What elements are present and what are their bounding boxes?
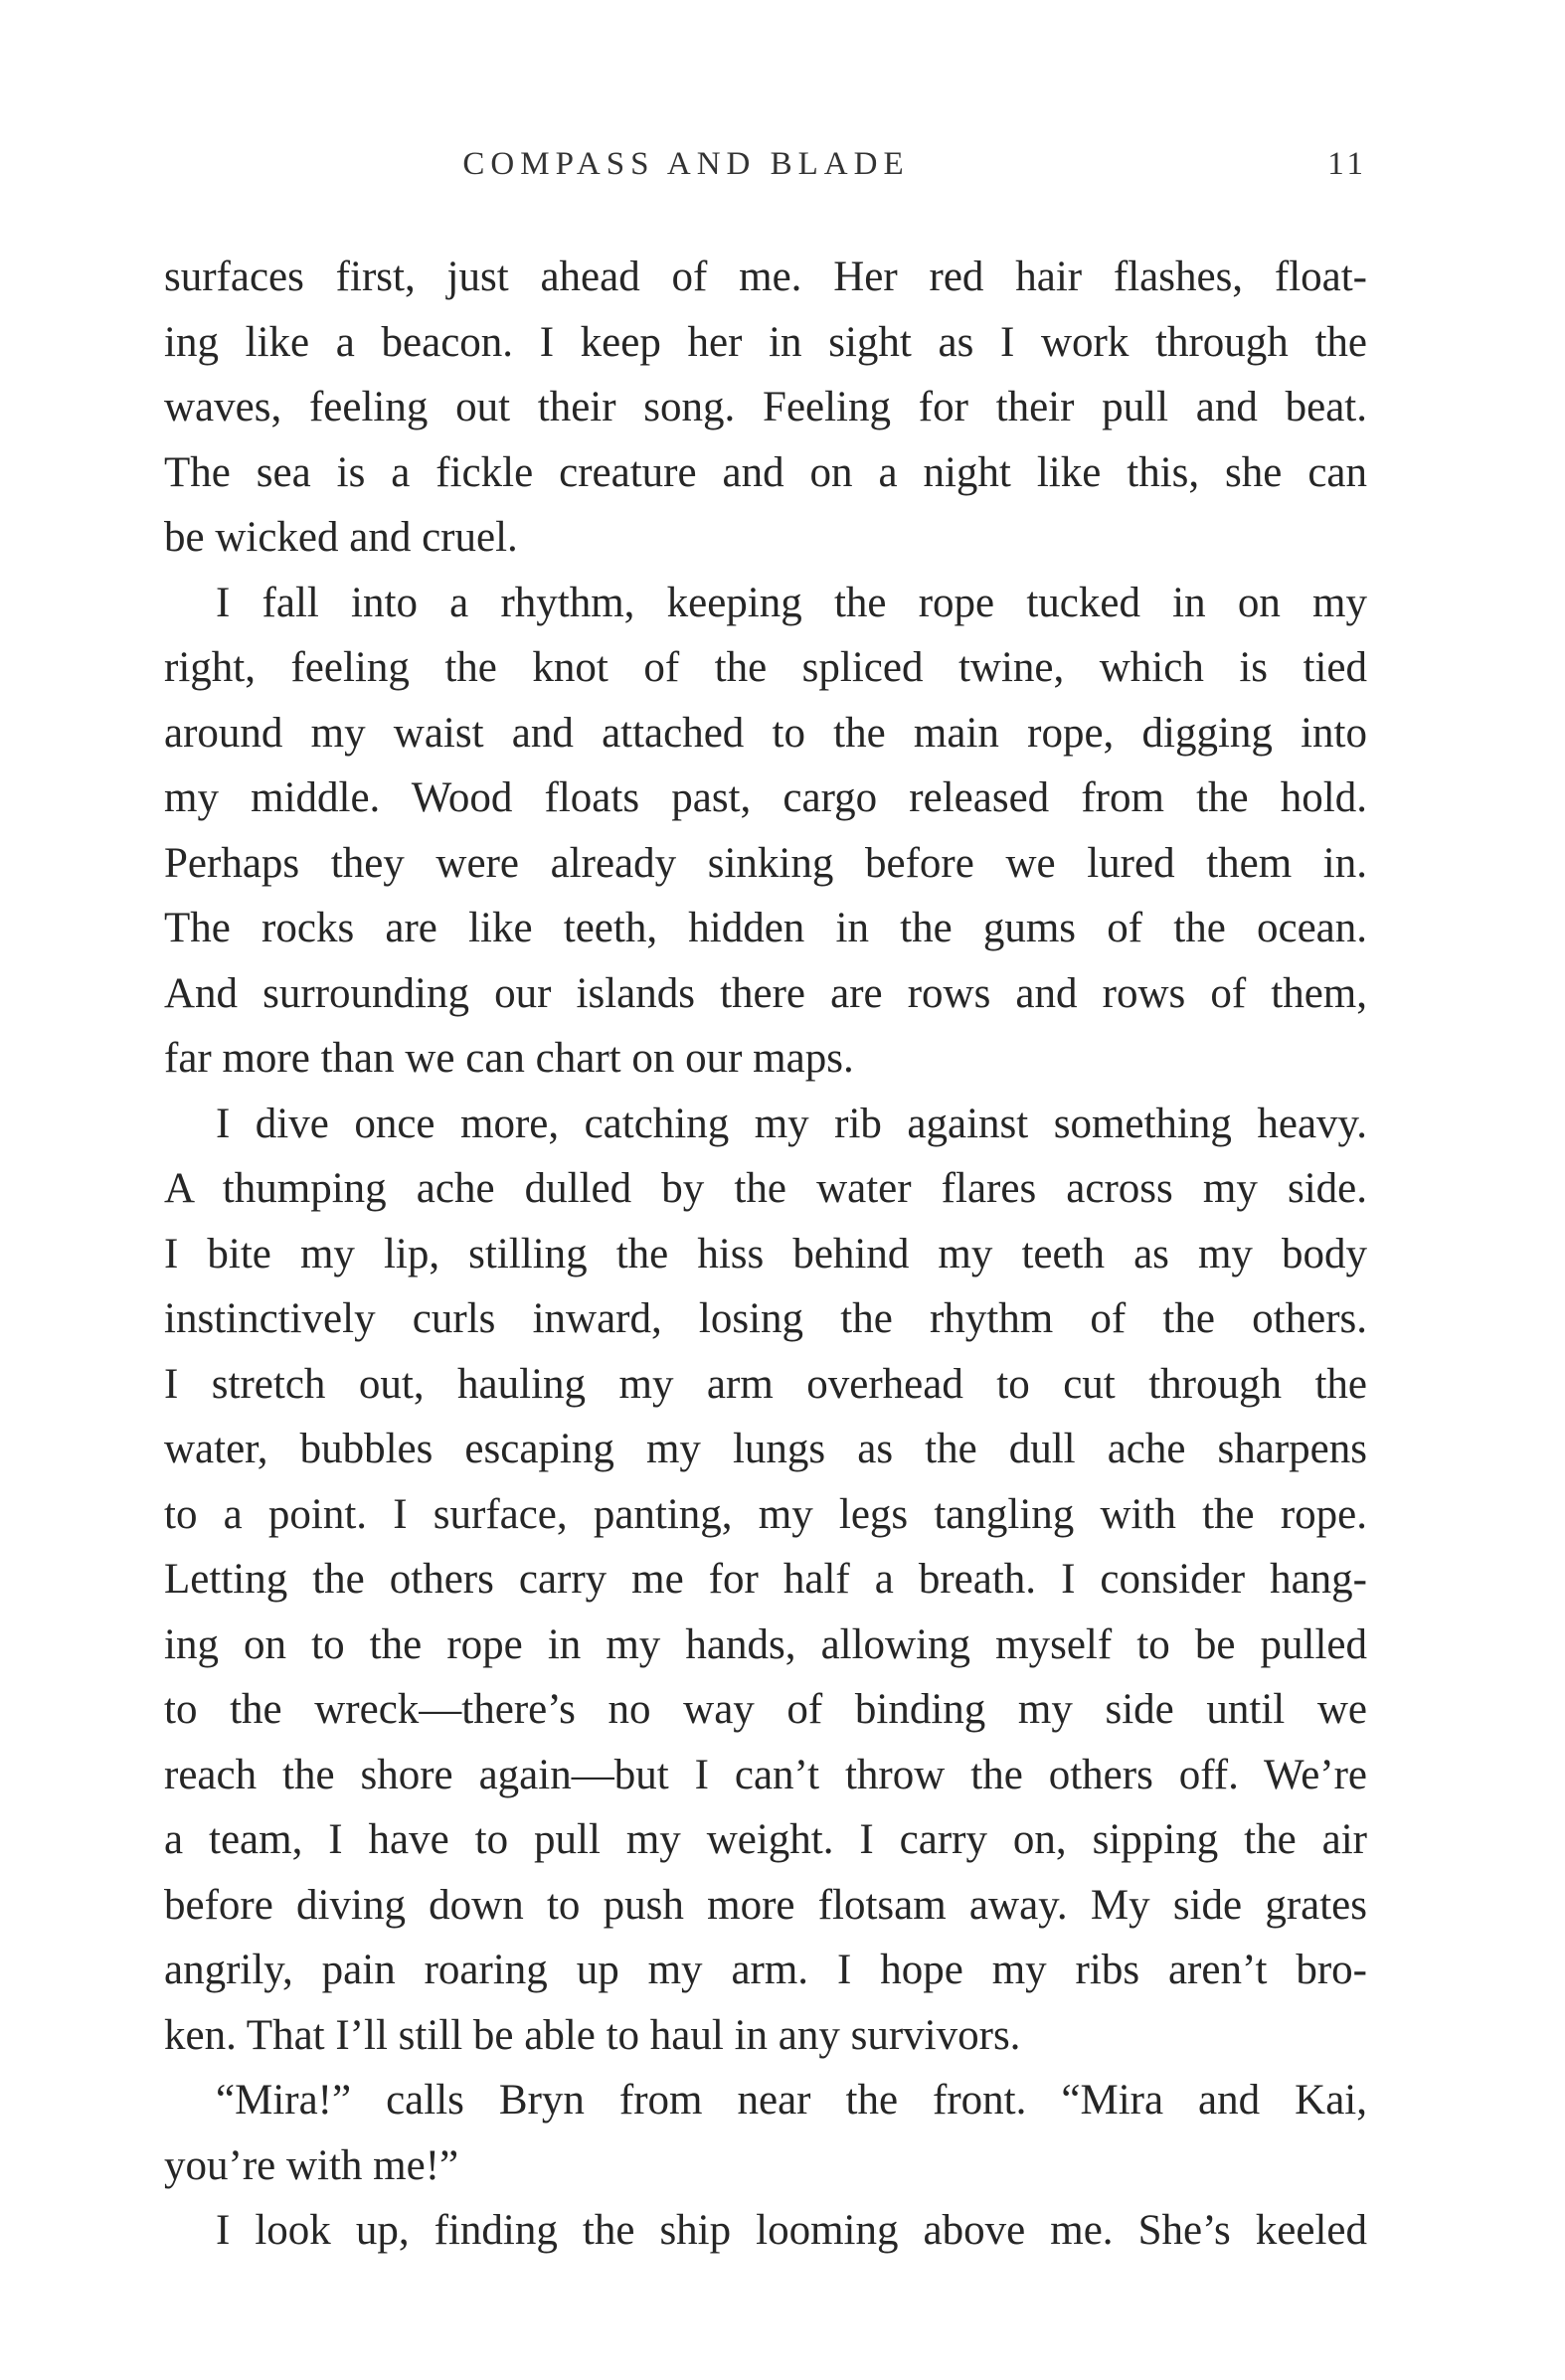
text-line: I bite my lip, stilling the hiss behind my teeth as my body	[164, 1230, 1367, 1277]
text-line: ken. That I’ll still be able to haul in any survivors.	[164, 2011, 1021, 2059]
text-line: Letting the others carry me for half a breath. I consider hang-	[164, 1556, 1367, 1603]
text-line: A thumping ache dulled by the water flares across my side.	[164, 1165, 1367, 1212]
text-line: I look up, finding the ship looming above me. She’s keeled	[216, 2207, 1367, 2254]
text-line: reach the shore again—but I can’t throw the others off. We’re	[164, 1751, 1367, 1798]
paragraph	[164, 1092, 1367, 2069]
running-head	[164, 139, 1367, 189]
text-line: a team, I have to pull my weight. I carry on, sipping the air	[164, 1816, 1367, 1863]
body-text	[164, 245, 1367, 2264]
text-line: waves, feeling out their song. Feeling for their pull and beat.	[164, 384, 1367, 430]
text-line: ing like a beacon. I keep her in sight as I work through the	[164, 318, 1367, 366]
text-line: “Mira!” calls Bryn from near the front. “Mira and Kai,	[216, 2077, 1367, 2124]
paragraph	[164, 2068, 1367, 2198]
text-line: be wicked and cruel.	[164, 514, 518, 561]
text-line: before diving down to push more flotsam away. My side grates	[164, 1881, 1367, 1929]
text-line: Perhaps they were already sinking before we lured them in.	[164, 839, 1367, 887]
text-line: The rocks are like teeth, hidden in the gums of the ocean.	[164, 905, 1367, 951]
text-line: surfaces first, just ahead of me. Her red hair flashes, float-	[164, 254, 1367, 300]
paragraph	[164, 571, 1367, 1092]
text-line: ing on to the rope in my hands, allowing myself to be pulled	[164, 1620, 1367, 1668]
text-line: The sea is a fickle creature and on a night like this, she can	[164, 448, 1367, 496]
running-title: COMPASS AND BLADE	[462, 146, 910, 182]
text-line: to a point. I surface, panting, my legs tangling with the rope.	[164, 1490, 1367, 1538]
text-line: I dive once more, catching my rib against something heavy.	[216, 1100, 1367, 1147]
text-line: angrily, pain roaring up my arm. I hope my ribs aren’t bro-	[164, 1947, 1367, 1993]
text-line: you’re with me!”	[164, 2141, 459, 2189]
paragraph	[164, 2198, 1367, 2264]
text-line: far more than we can chart on our maps.	[164, 1035, 854, 1082]
text-line: right, feeling the knot of the spliced twine, which is tied	[164, 644, 1367, 691]
text-line: instinctively curls inward, losing the rhythm of the others.	[164, 1295, 1367, 1342]
page-number: 11	[1327, 146, 1367, 182]
text-line: And surrounding our islands there are rows and rows of them,	[164, 969, 1367, 1017]
text-line: to the wreck—there’s no way of binding my side until we	[164, 1686, 1367, 1733]
text-line: water, bubbles escaping my lungs as the dull ache sharpens	[164, 1426, 1367, 1472]
text-line: I stretch out, hauling my arm overhead to cut through the	[164, 1360, 1367, 1408]
paragraph	[164, 245, 1367, 571]
text-line: my middle. Wood floats past, cargo released from the hold.	[164, 774, 1367, 821]
text-line: around my waist and attached to the main rope, digging into	[164, 709, 1367, 757]
text-line: I fall into a rhythm, keeping the rope tucked in on my	[216, 579, 1367, 626]
